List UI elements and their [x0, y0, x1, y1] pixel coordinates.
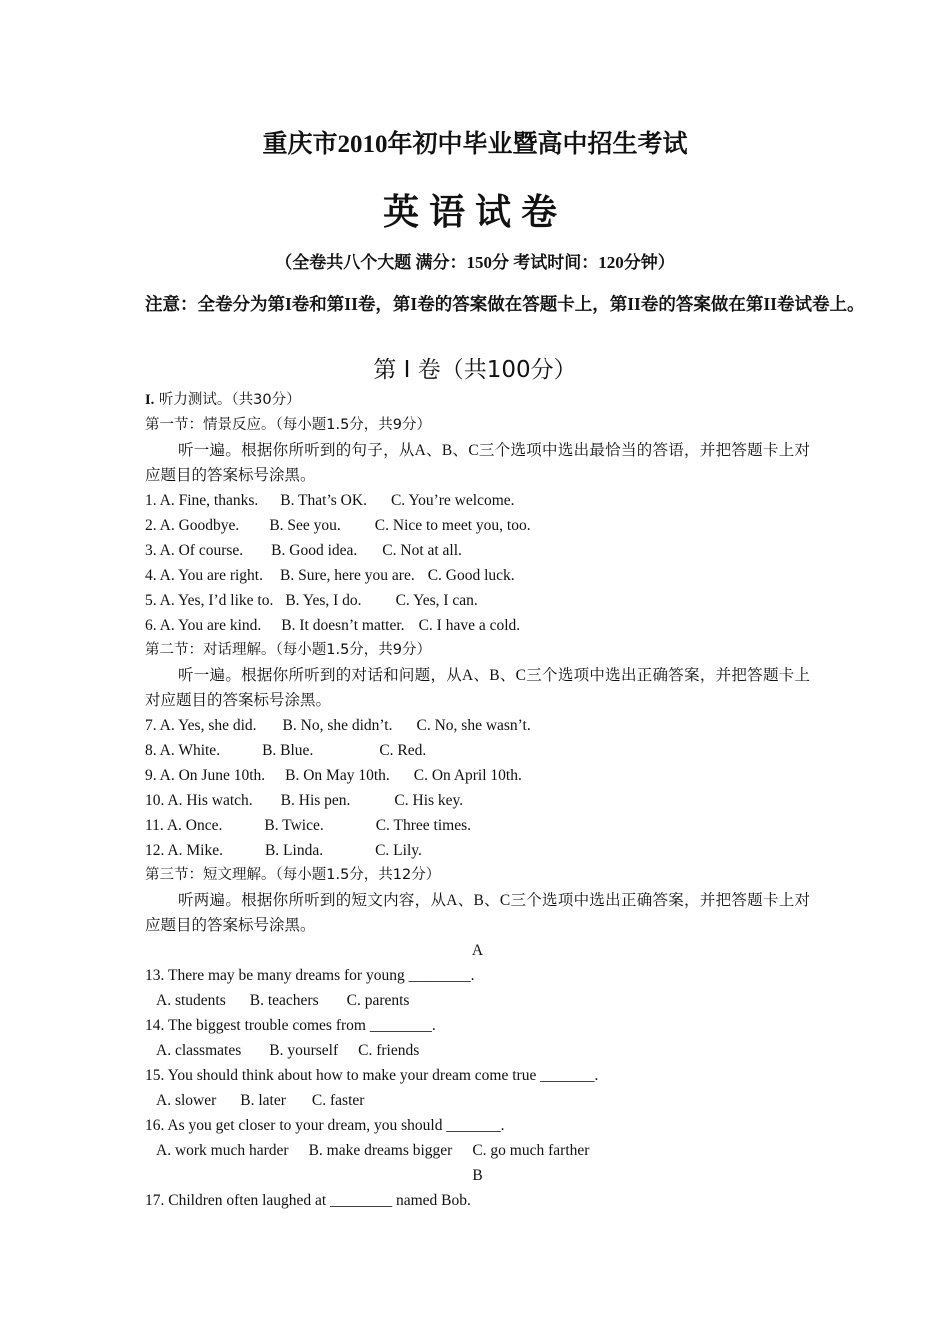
question-item — [145, 588, 810, 613]
option-b: B. See you. — [269, 517, 341, 534]
question-number: 4. — [145, 567, 157, 584]
option-c: C. His key. — [394, 792, 464, 809]
question-item — [145, 538, 810, 563]
question-number: 5. — [145, 592, 157, 609]
option-b: B. later — [240, 1092, 286, 1109]
question-number: 2. — [145, 517, 157, 534]
question-item — [145, 563, 810, 588]
exam-info: （全卷共八个大题 满分：150分 考试时间：120分钟） — [275, 253, 675, 272]
question-stem: 15. You should think about how to make your dream come true _______. — [145, 1067, 599, 1084]
exam-title: 重庆市2010年初中毕业暨高中招生考试 — [262, 131, 688, 158]
option-a: A. Mike. — [167, 842, 223, 859]
question-options — [145, 1138, 810, 1163]
question-stem: 14. The biggest trouble comes from ________. — [145, 1017, 436, 1034]
option-c: C. Red. — [379, 742, 427, 759]
option-c: C. I have a cold. — [418, 617, 521, 634]
option-a: A. Yes, I’d like to. — [159, 592, 274, 609]
subject-title: 英语试卷 — [382, 192, 567, 232]
question-stem: 13. There may be many dreams for young ________. — [145, 967, 475, 984]
option-c: C. Lily. — [375, 842, 422, 859]
subsection-3-heading: 第三节：短文理解。（每小题1.5分，共12分） — [145, 867, 441, 883]
option-b: B. His pen. — [280, 792, 351, 809]
question-item — [145, 763, 810, 788]
option-a: A. His watch. — [167, 792, 253, 809]
option-b: B. Twice. — [264, 817, 324, 834]
option-c: C. Not at all. — [382, 542, 462, 559]
option-c: C. On April 10th. — [413, 767, 522, 784]
option-a: A. White. — [159, 742, 221, 759]
question-item — [145, 738, 810, 763]
question-item — [145, 813, 810, 838]
question-number: 8. — [145, 742, 157, 759]
option-a: A. You are kind. — [159, 617, 262, 634]
question-item — [145, 838, 810, 863]
question-options — [145, 1038, 810, 1063]
subsection-1-heading: 第一节：情景反应。（每小题1.5分，共9分） — [145, 417, 432, 433]
question-options — [145, 988, 810, 1013]
question-number: 10. — [145, 792, 165, 809]
option-b: B. teachers — [249, 992, 319, 1009]
option-b: B. That’s OK. — [280, 492, 367, 509]
option-a: A. Goodbye. — [159, 517, 240, 534]
option-a: A. work much harder — [156, 1142, 289, 1159]
subsection-2-heading: 第二节：对话理解。（每小题1.5分，共9分） — [145, 642, 432, 658]
exam-content — [145, 388, 810, 1213]
option-a: A. Of course. — [159, 542, 244, 559]
option-a: A. Yes, she did. — [159, 717, 257, 734]
question-item — [145, 613, 810, 638]
subsection-2-instruction: 听一遍。根据你所听到的对话和问题，从A、B、C三个选项中选出正确答案，并把答题卡上对应题目的答案标号涂黑。 — [145, 667, 810, 709]
question-options — [145, 1088, 810, 1113]
option-c: C. No, she wasn’t. — [416, 717, 531, 734]
option-b: B. Blue. — [262, 742, 314, 759]
option-a: A. slower — [156, 1092, 217, 1109]
question-number: 12. — [145, 842, 165, 859]
question-number: 9. — [145, 767, 157, 784]
option-b: B. It doesn’t matter. — [281, 617, 405, 634]
passage-b-label: B — [472, 1167, 483, 1184]
question-stem: 17. Children often laughed at ________ named Bob. — [145, 1192, 471, 1209]
question-number: 1. — [145, 492, 157, 509]
option-a: A. You are right. — [159, 567, 263, 584]
option-c: C. friends — [358, 1042, 420, 1059]
passage-a-label: A — [471, 942, 484, 959]
question-item — [145, 488, 810, 513]
option-b: B. No, she didn’t. — [282, 717, 393, 734]
option-b: B. Linda. — [264, 842, 324, 859]
option-a: A. classmates — [156, 1042, 242, 1059]
option-c: C. go much farther — [472, 1142, 590, 1159]
question-item — [145, 713, 810, 738]
option-b: B. Sure, here you are. — [280, 567, 415, 584]
option-b: B. Yes, I do. — [285, 592, 362, 609]
option-c: C. Yes, I can. — [395, 592, 478, 609]
question-item — [145, 788, 810, 813]
section-number: I. — [145, 392, 155, 408]
question-item — [145, 513, 810, 538]
option-b: B. On May 10th. — [285, 767, 390, 784]
option-a: A. students — [156, 992, 226, 1009]
question-number: 6. — [145, 617, 157, 634]
option-c: C. Three times. — [375, 817, 471, 834]
option-c: C. faster — [311, 1092, 365, 1109]
option-a: A. Fine, thanks. — [159, 492, 259, 509]
option-a: A. On June 10th. — [159, 767, 266, 784]
question-number: 3. — [145, 542, 157, 559]
option-c: C. You’re welcome. — [390, 492, 515, 509]
option-c: C. Nice to meet you, too. — [374, 517, 531, 534]
subsection-3-instruction: 听两遍。根据你所听到的短文内容，从A、B、C三个选项中选出正确答案，并把答题卡上对应题目的答案标号涂黑。 — [145, 892, 810, 934]
option-a: A. Once. — [166, 817, 223, 834]
notice: 注意：全卷分为第I卷和第II卷，第I卷的答案做在答题卡上，第II卷的答案做在第II卷试卷上。 — [145, 294, 865, 314]
section-heading — [145, 388, 810, 413]
option-c: C. parents — [346, 992, 410, 1009]
option-b: B. Good idea. — [271, 542, 358, 559]
option-c: C. Good luck. — [427, 567, 515, 584]
option-b: B. make dreams bigger — [308, 1142, 453, 1159]
part-title: 第 Ⅰ 卷（共100分） — [373, 357, 577, 383]
section-heading-text: 听力测试。（共30分） — [154, 392, 301, 408]
question-number: 7. — [145, 717, 157, 734]
option-b: B. yourself — [269, 1042, 339, 1059]
subsection-1-instruction: 听一遍。根据你所听到的句子，从A、B、C三个选项中选出最恰当的答语，并把答题卡上对应题目的答案标号涂黑。 — [145, 442, 810, 484]
question-stem: 16. As you get closer to your dream, you should _______. — [145, 1117, 505, 1134]
question-number: 11. — [145, 817, 164, 834]
